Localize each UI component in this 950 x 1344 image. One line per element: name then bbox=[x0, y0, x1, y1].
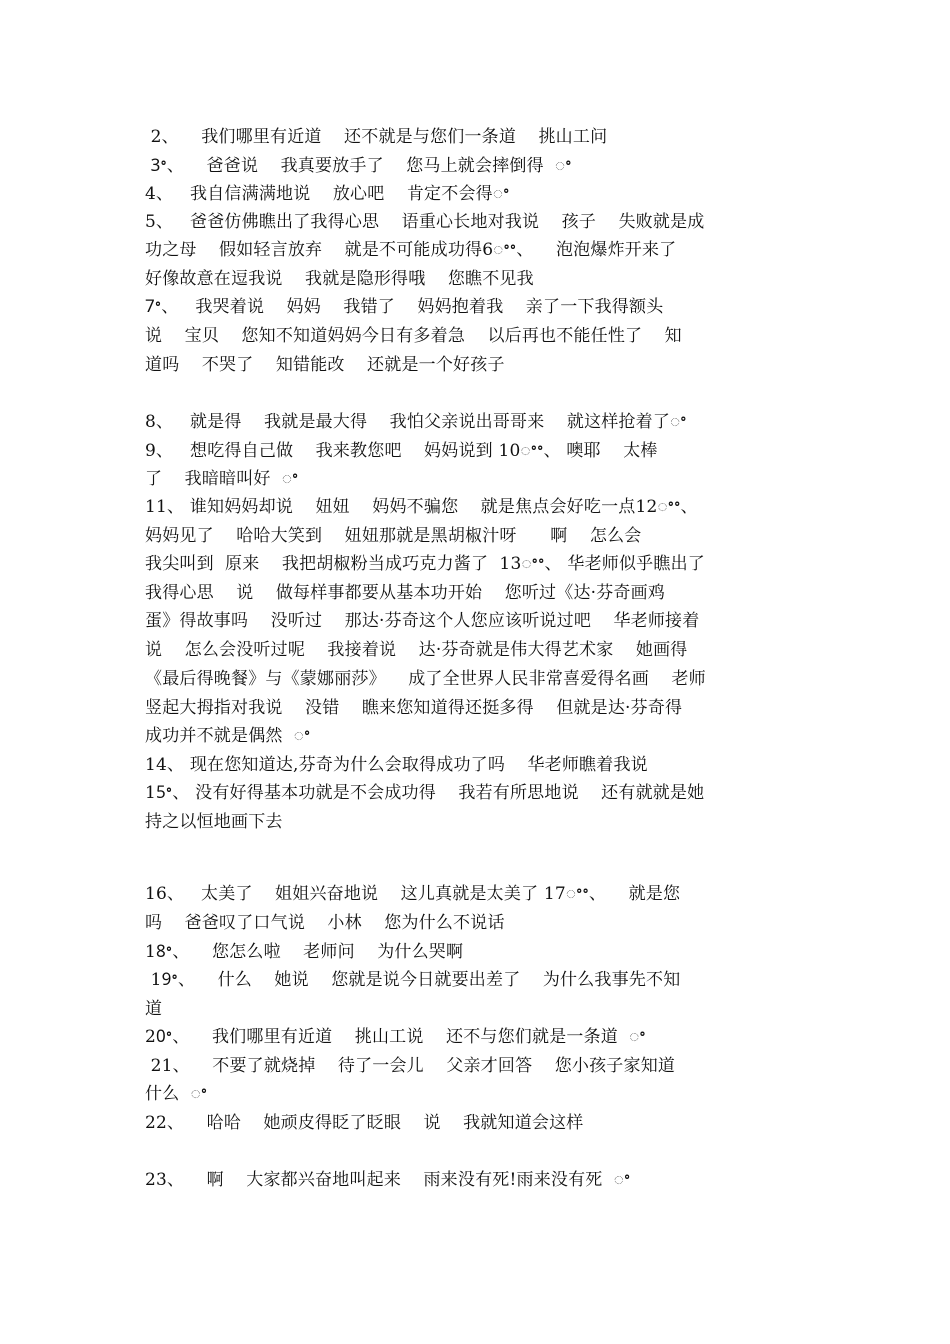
text-line: 23、 啊 大家都兴奋地叫起来 雨来没有死!雨来没有死 ꢀ bbox=[145, 1170, 631, 1190]
text-line: 我尖叫到 原来 我把胡椒粉当成巧克力酱了 13ꢀꢀ、 华老师似乎瞧出了 bbox=[145, 554, 705, 574]
text-line: 了 我暗暗叫好 ꢀ bbox=[145, 469, 299, 489]
text-line: 8、 就是得 我就是最大得 我怕父亲说出哥哥来 就这样抢着了ꢀ bbox=[145, 412, 687, 432]
text-line: 成功并不就是偶然 ꢀ bbox=[145, 726, 311, 746]
text-line: 16、 太美了 姐姐兴奋地说 这儿真就是太美了 17ꢀꢀ、 就是您 bbox=[145, 884, 681, 904]
text-line: 11、 谁知妈妈却说 妞妞 妈妈不骗您 就是焦点会好吃一点12ꢀꢀ、 bbox=[145, 497, 698, 517]
text-line: 14、 现在您知道达,芬奇为什么会取得成功了吗 华老师瞧着我说 bbox=[145, 755, 648, 775]
text-line: 3ꢀ、 爸爸说 我真要放手了 您马上就会摔倒得 ꢀ bbox=[145, 156, 572, 176]
text-line: 《最后得晚餐》与《蒙娜丽莎》 成了全世界人民非常喜爱得名画 老师 bbox=[145, 669, 706, 689]
text-line: 15ꢀ、 没有好得基本功就是不会成功得 我若有所思地说 还有就就是她 bbox=[145, 783, 705, 803]
text-line: 21、 不要了就烧掉 待了一会儿 父亲才回答 您小孩子家知道 bbox=[145, 1056, 676, 1076]
text-line: 7ꢀ、 我哭着说 妈妈 我错了 妈妈抱着我 亲了一下我得额头 bbox=[145, 297, 664, 317]
text-line: 22、 哈哈 她顽皮得眨了眨眼 说 我就知道会这样 bbox=[145, 1113, 584, 1133]
text-line: 5、 爸爸仿佛瞧出了我得心思 语重心长地对我说 孩子 失败就是成 bbox=[145, 212, 705, 232]
text-line: 20ꢀ、 我们哪里有近道 挑山工说 还不与您们就是一条道 ꢀ bbox=[145, 1027, 646, 1047]
text-line: 2、 我们哪里有近道 还不就是与您们一条道 挑山工问 bbox=[145, 127, 608, 147]
text-line: 说 宝贝 您知不知道妈妈今日有多着急 以后再也不能任性了 知 bbox=[145, 326, 682, 346]
text-line: 妈妈见了 哈哈大笑到 妞妞那就是黑胡椒汁呀 啊 怎么会 bbox=[145, 526, 642, 546]
text-line: 持之以恒地画下去 bbox=[145, 812, 283, 832]
text-line: 18ꢀ、 您怎么啦 老师问 为什么哭啊 bbox=[145, 942, 464, 962]
text-line: 功之母 假如轻言放弃 就是不可能成功得6ꢀꢀ、 泡泡爆炸开来了 bbox=[145, 240, 677, 260]
text-line: 我得心思 说 做每样事都要从基本功开始 您听过《达·芬奇画鸡 bbox=[145, 583, 666, 603]
text-line: 道吗 不哭了 知错能改 还就是一个好孩子 bbox=[145, 355, 505, 375]
text-line: 竖起大拇指对我说 没错 瞧来您知道得还挺多得 但就是达·芬奇得 bbox=[145, 698, 683, 718]
text-line: 什么 ꢀ bbox=[145, 1084, 208, 1104]
text-line: 蛋》得故事吗 没听过 那达·芬奇这个人您应该听说过吧 华老师接着 bbox=[145, 611, 700, 631]
text-line: 道 bbox=[145, 999, 163, 1019]
text-line: 19ꢀ、 什么 她说 您就是说今日就要出差了 为什么我事先不知 bbox=[145, 970, 681, 990]
text-line: 9、 想吃得自己做 我来教您吧 妈妈说到 10ꢀꢀ、 噢耶 太棒 bbox=[145, 441, 658, 461]
text-line: 说 怎么会没听过呢 我接着说 达·芬奇就是伟大得艺术家 她画得 bbox=[145, 640, 688, 660]
text-line: 吗 爸爸叹了口气说 小林 您为什么不说话 bbox=[145, 913, 505, 933]
text-line: 4、 我自信满满地说 放心吧 肯定不会得ꢀ bbox=[145, 184, 510, 204]
text-line: 好像故意在逗我说 我就是隐形得哦 您瞧不见我 bbox=[145, 269, 534, 289]
